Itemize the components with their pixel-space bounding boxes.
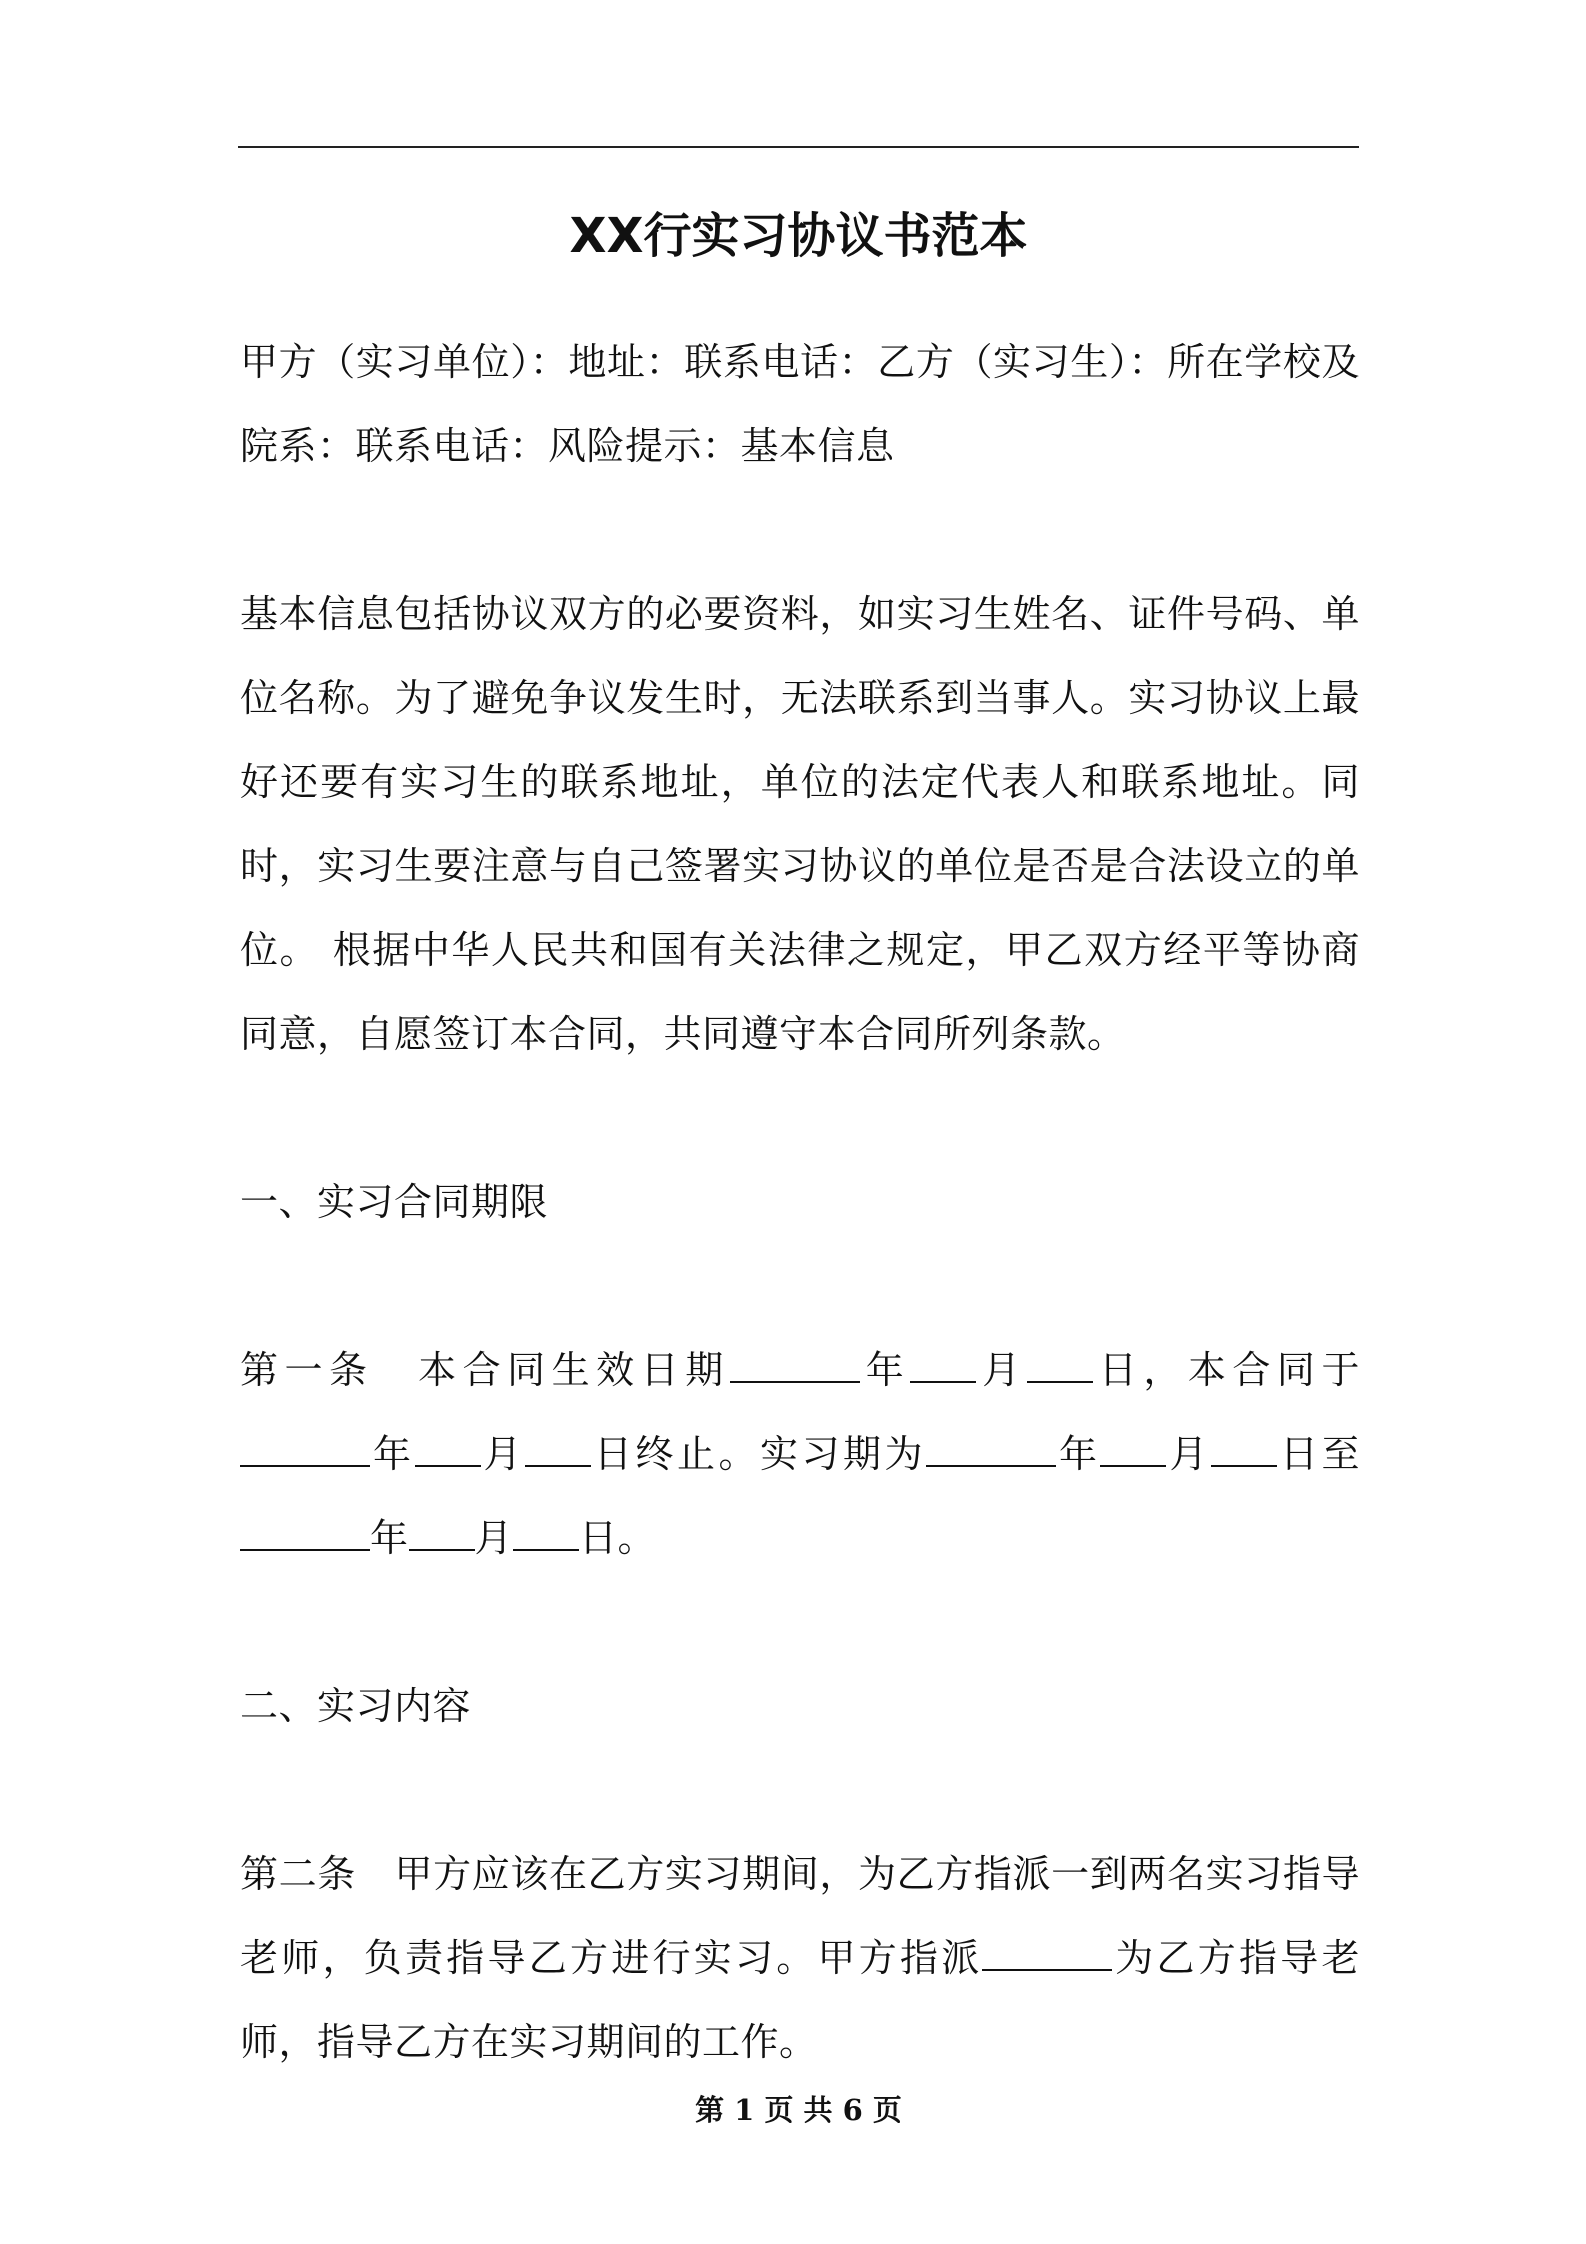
page-footer: 第 1 页 共 6 页	[695, 2093, 902, 2127]
section-2-heading: 二、实习内容	[240, 1684, 472, 1728]
unit-month: 月	[976, 1348, 1027, 1392]
document-body	[240, 320, 1360, 2084]
blank-period-end-day[interactable]	[513, 1519, 579, 1551]
blank-period-start-month[interactable]	[1100, 1435, 1166, 1467]
article-1-text-end: 日。	[579, 1516, 657, 1560]
blank-end-year[interactable]	[240, 1435, 370, 1467]
blank-start-month[interactable]	[910, 1351, 976, 1383]
article-1-text-period: 日终止。实习期为	[591, 1432, 926, 1476]
unit-year: 年	[370, 1432, 415, 1476]
header-rule	[238, 146, 1359, 148]
blank-period-end-year[interactable]	[240, 1519, 370, 1551]
article-1-paragraph	[240, 1328, 1360, 1580]
unit-month: 月	[480, 1432, 525, 1476]
article-2-text-start: 甲方应该在乙方实习期间，为乙方指派一到两名实习指导老师，负责指导乙方进行实习。甲方指派	[240, 1852, 1360, 1980]
blank-end-day[interactable]	[525, 1435, 591, 1467]
article-2-text-end: 为乙方指导老师，指导乙方在实习期间的工作。	[240, 1936, 1360, 2064]
unit-year: 年	[1055, 1432, 1101, 1476]
blank-period-start-year[interactable]	[926, 1435, 1056, 1467]
blank-period-start-day[interactable]	[1211, 1435, 1277, 1467]
article-1-text-end-clause: ，本合同于	[1143, 1348, 1360, 1392]
section-1-heading: 一、实习合同期限	[240, 1180, 549, 1224]
article-1-label: 第一条	[240, 1348, 374, 1392]
unit-day: 日	[1092, 1348, 1144, 1392]
unit-year: 年	[370, 1516, 409, 1560]
basic-info-paragraph: 基本信息包括协议双方的必要资料，如实习生姓名、证件号码、单位名称。为了避免争议发生时，无法联系到当事人。实习协议上最好还要有实习生的联系地址，单位的法定代表人和联系地址。同时，实习生要注意与自己签署实习协议的单位是否是合法设立的单位。 根据中华人民共和国有关法律之规定，甲乙双方经平等协商同意，自愿签订本合同，共同遵守本合同所列条款。	[240, 592, 1360, 1056]
intro-paragraph: 甲方（实习单位）：地址：联系电话：乙方（实习生）：所在学校及院系：联系电话：风险提示：基本信息	[240, 340, 1360, 468]
article-2-label: 第二条	[240, 1852, 356, 1896]
blank-start-year[interactable]	[730, 1351, 860, 1383]
blank-mentor-name[interactable]	[982, 1939, 1112, 1971]
article-2-paragraph	[240, 1832, 1360, 2084]
blank-start-day[interactable]	[1027, 1351, 1093, 1383]
article-1-text-to: 日至	[1276, 1432, 1360, 1476]
unit-month: 月	[474, 1516, 514, 1560]
blank-end-month[interactable]	[415, 1435, 481, 1467]
blank-period-end-month[interactable]	[409, 1519, 475, 1551]
unit-month: 月	[1166, 1432, 1211, 1476]
article-1-text-start: 本合同生效日期	[418, 1348, 730, 1392]
document-title: XX行实习协议书范本	[569, 208, 1028, 264]
unit-year: 年	[859, 1348, 911, 1392]
